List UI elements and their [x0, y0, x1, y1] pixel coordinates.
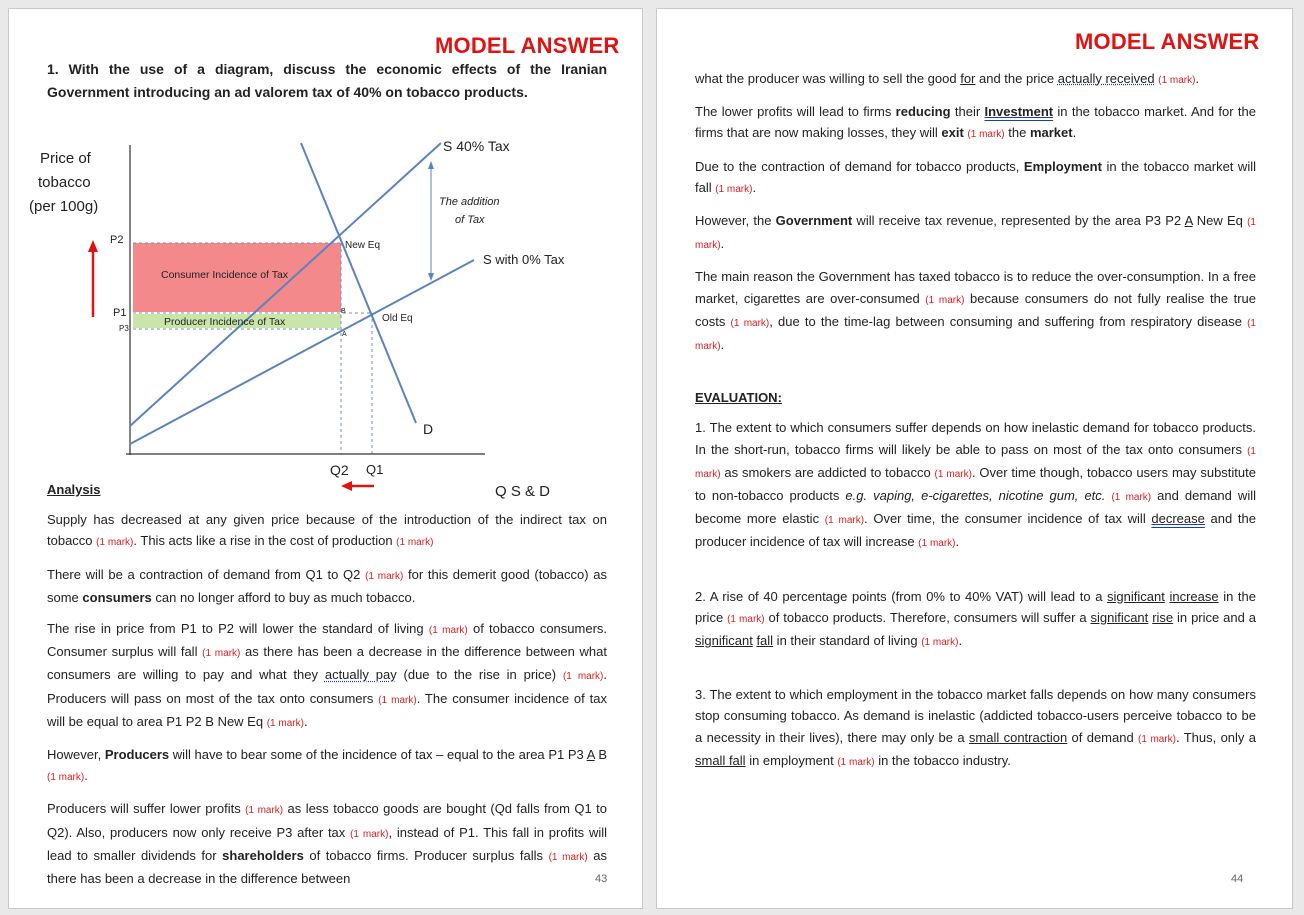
point-b-label: B	[341, 308, 346, 315]
p1-label: P1	[113, 307, 127, 319]
consumer-incidence-label: Consumer Incidence of Tax	[161, 269, 289, 281]
evaluation-para-1: 1. The extent to which consumers suffer depends on how inelastic demand for tobacco products. In the short-run, tobacco firms will likely be able to pass on most of the tax onto consumers (1 mark) as smokers are addicted to tobacco (1 mark). Over time though, tobacco users may substitute to non-tobacco products e.g. vaping, e-cigarettes, nicotine gum, etc. (1 mark) and demand will become more elastic (1 mark). Over time, the consumer incidence of tax will decrease and the producer incidence of tax will increase (1 mark).	[695, 420, 1256, 550]
evaluation-para-3: 3. The extent to which employment in the tobacco market falls depends on how many consumers stop consuming tobacco. As demand is inelastic (addicted tobacco-users perceive tobacco to be a necessity in their lives), there may only be a small contraction of demand (1 mark). Thus, only a small fall in employment (1 mark) in the tobacco industry.	[695, 687, 1256, 768]
model-answer-heading: MODEL ANSWER	[435, 33, 620, 58]
continued-section	[695, 68, 1256, 783]
evaluation-para-2: 2. A rise of 40 percentage points (from 0% to 40% VAT) will lead to a significant increase in the price (1 mark) of tobacco products. Therefore, consumers will suffer a significant rise in price and a significant fall in their standard of living (1 mark).	[695, 588, 1256, 649]
q1-label: Q1	[366, 462, 384, 477]
page-number: 44	[1231, 873, 1244, 885]
p2-label: P2	[110, 234, 124, 246]
s-40-tax-label: S 40% Tax	[443, 138, 510, 154]
price-up-arrowhead	[88, 240, 98, 252]
page-number: 43	[595, 873, 608, 885]
page-43	[8, 8, 643, 909]
right-para-4: However, the Government will receive tax revenue, represented by the area P3 P2 A New Eq (1 mark).	[695, 213, 1256, 252]
model-answer-heading: MODEL ANSWER	[1075, 29, 1260, 54]
y-label-2: tobacco	[38, 174, 91, 191]
analysis-para-2: There will be a contraction of demand from Q1 to Q2 (1 mark) for this demerit good (tobacco) as some consumers can no longer afford to buy as much tobacco.	[47, 566, 607, 605]
old-eq-label: Old Eq	[382, 313, 413, 324]
right-para-5: The main reason the Government has taxed tobacco is to reduce the over-consumption. In a free market, cigarettes are over-consumed (1 mark) because consumers do not fully realise the true costs (1 mark), due to the time-lag between consuming and suffering from respiratory disease (1 mark).	[695, 269, 1256, 353]
analysis-section	[47, 479, 607, 899]
analysis-para-5: Producers will suffer lower profits (1 mark) as less tobacco goods are bought (Qd falls from Q1 to Q2). Also, producers now only receive P3 after tax (1 mark), instead of P1. This fall in profits will lead to smaller dividends for shareholders of tobacco firms. Producer surplus falls (1 mark) as there has been a decrease in the difference between	[47, 801, 608, 887]
point-a-label: A	[342, 331, 347, 338]
page-44	[656, 8, 1293, 909]
new-eq-label: New Eq	[345, 240, 381, 251]
right-para-1: what the producer was willing to sell the good for and the price actually received (1 mark).	[695, 71, 1200, 86]
right-para-2: The lower profits will lead to firms reducing their Investment in the tobacco market. And for the firms that are now making losses, they will exit (1 mark) the market.	[695, 104, 1256, 141]
q2-label: Q2	[330, 462, 349, 478]
tax-diagram	[9, 121, 642, 501]
producer-incidence-label: Producer Incidence of Tax	[164, 316, 286, 328]
analysis-heading: Analysis	[47, 482, 101, 497]
demand-label: D	[423, 421, 434, 437]
addition-label-2: of Tax	[455, 214, 485, 226]
addition-label-1: The addition	[439, 196, 500, 208]
y-label-1: Price of	[40, 150, 91, 167]
x-axis-label: Q S & D	[495, 483, 551, 500]
analysis-para-4: However, Producers will have to bear some of the incidence of tax – equal to the area P1 P3 A B (1 mark).	[47, 747, 607, 784]
y-label-3: (per 100g)	[29, 198, 99, 215]
evaluation-heading: EVALUATION:	[695, 390, 782, 406]
question-text: 1. With the use of a diagram, discuss the economic effects of the Iranian Government introducing an ad valorem tax of 40% on tobacco products.	[47, 61, 607, 100]
s-0-tax-label: S with 0% Tax	[483, 252, 565, 267]
analysis-para-1: Supply has decreased at any given price because of the introduction of the indirect tax on tobacco (1 mark). This acts like a rise in the cost of production (1 mark)	[47, 512, 607, 549]
evaluation-heading-row	[695, 387, 1256, 408]
p3-label: P3	[119, 324, 129, 333]
analysis-para-3: The rise in price from P1 to P2 will lower the standard of living (1 mark) of tobacco consumers. Consumer surplus will fall (1 mark) as there has been a decrease in the difference between what consumers are willing to pay and what they actually pay (due to the rise in price) (1 mark). Producers will pass on most of the tax onto consumers (1 mark). The consumer incidence of tax will be equal to area P1 P2 B New Eq (1 mark).	[47, 621, 608, 729]
right-para-3: Due to the contraction of demand for tobacco products, Employment in the tobacco market will fall (1 mark).	[695, 158, 1256, 195]
